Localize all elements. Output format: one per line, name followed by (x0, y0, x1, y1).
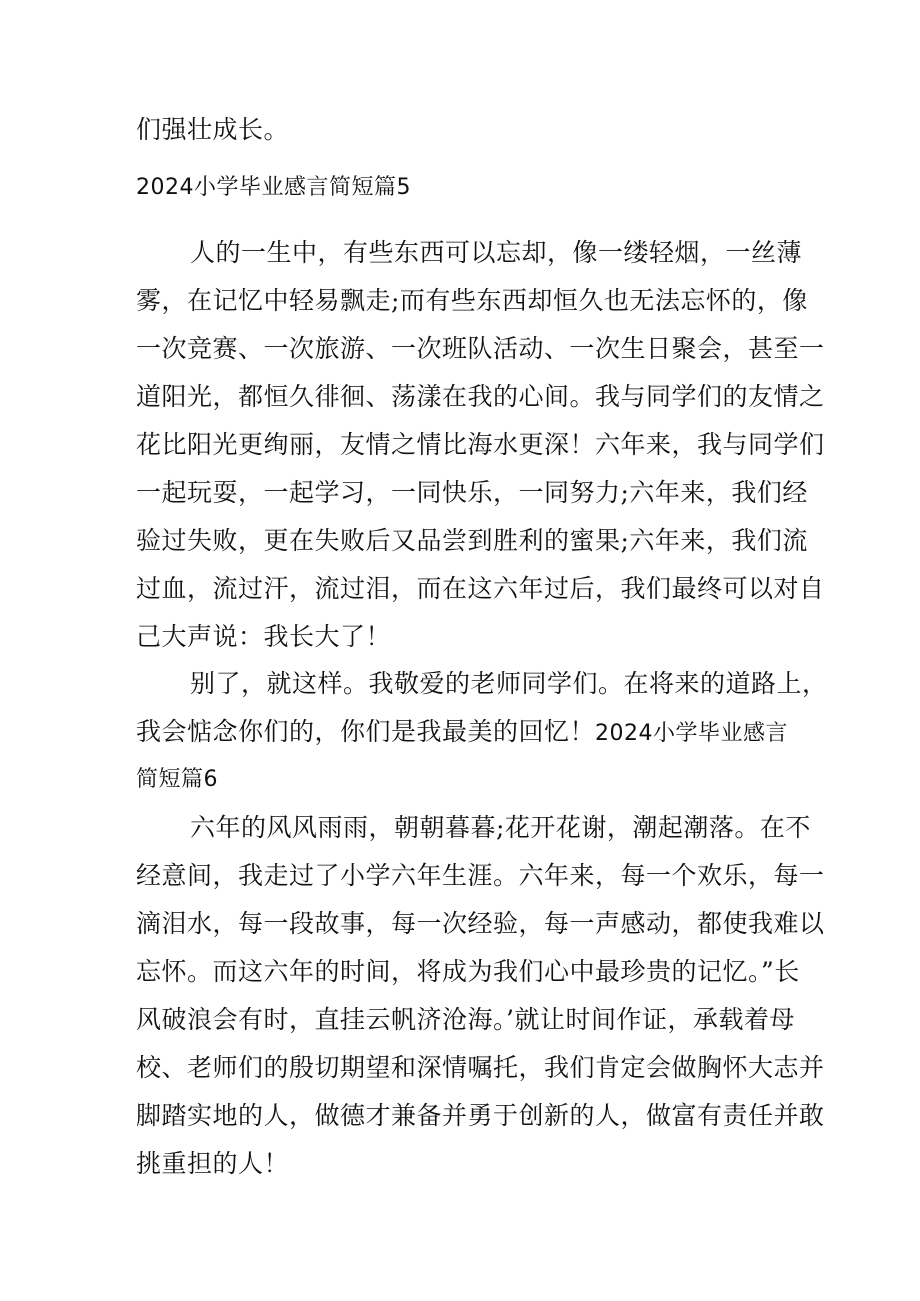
section-heading: 2024小学毕业感言简短篇5 (136, 175, 411, 200)
section-heading: 简短篇6 (136, 767, 218, 792)
text-line: 挑重担的人！ (136, 1149, 290, 1178)
text-line: 滴泪水，每一段故事，每一次经验，每一声感动，都使我难以 (136, 909, 825, 938)
text-line: 过血，流过汗，流过泪，而在这六年过后，我们最终可以对自 (136, 574, 825, 603)
text-line: 经意间，我走过了小学六年生涯。六年来，每一个欢乐，每一 (136, 861, 825, 890)
text-line: 六年的风风雨雨，朝朝暮暮;花开花谢，潮起潮落。在不 (190, 813, 811, 842)
text-segment: 我会惦念你们的，你们是我最美的回忆！ (136, 717, 596, 746)
text-line: 己大声说：我长大了！ (136, 622, 392, 651)
text-line: 们强壮成长。 (136, 115, 290, 144)
text-line: 校、老师们的殷切期望和深情嘱托，我们肯定会做胸怀大志并 (136, 1053, 825, 1082)
text-line: 一次竞赛、一次旅游、一次班队活动、一次生日聚会，甚至一 (136, 334, 825, 363)
text-line (136, 714, 788, 752)
section-heading: 2024小学毕业感言 (595, 721, 789, 746)
text-line: 雾，在记忆中轻易飘走;而有些东西却恒久也无法忘怀的，像 (136, 286, 808, 315)
text-line: 别了，就这样。我敬爱的老师同学们。在将来的道路上， (190, 669, 828, 698)
text-line: 花比阳光更绚丽，友情之情比海水更深！六年来，我与同学们 (136, 430, 825, 459)
text-line: 风破浪会有时，直挂云帆济沧海。’就让时间作证，承载着母 (136, 1005, 795, 1034)
text-line: 道阳光，都恒久徘徊、荡漾在我的心间。我与同学们的友情之 (136, 382, 825, 411)
text-line: 人的一生中，有些东西可以忘却，像一缕轻烟，一丝薄 (190, 238, 803, 267)
text-line: 一起玩耍，一起学习，一同快乐，一同努力;六年来，我们经 (136, 478, 808, 507)
text-line: 忘怀。而这六年的时间，将成为我们心中最珍贵的记忆。”长 (136, 957, 800, 986)
text-line: 脚踏实地的人，做德才兼备并勇于创新的人，做富有责任并敢 (136, 1101, 825, 1130)
text-line: 验过失败，更在失败后又品尝到胜利的蜜果;六年来，我们流 (136, 526, 808, 555)
